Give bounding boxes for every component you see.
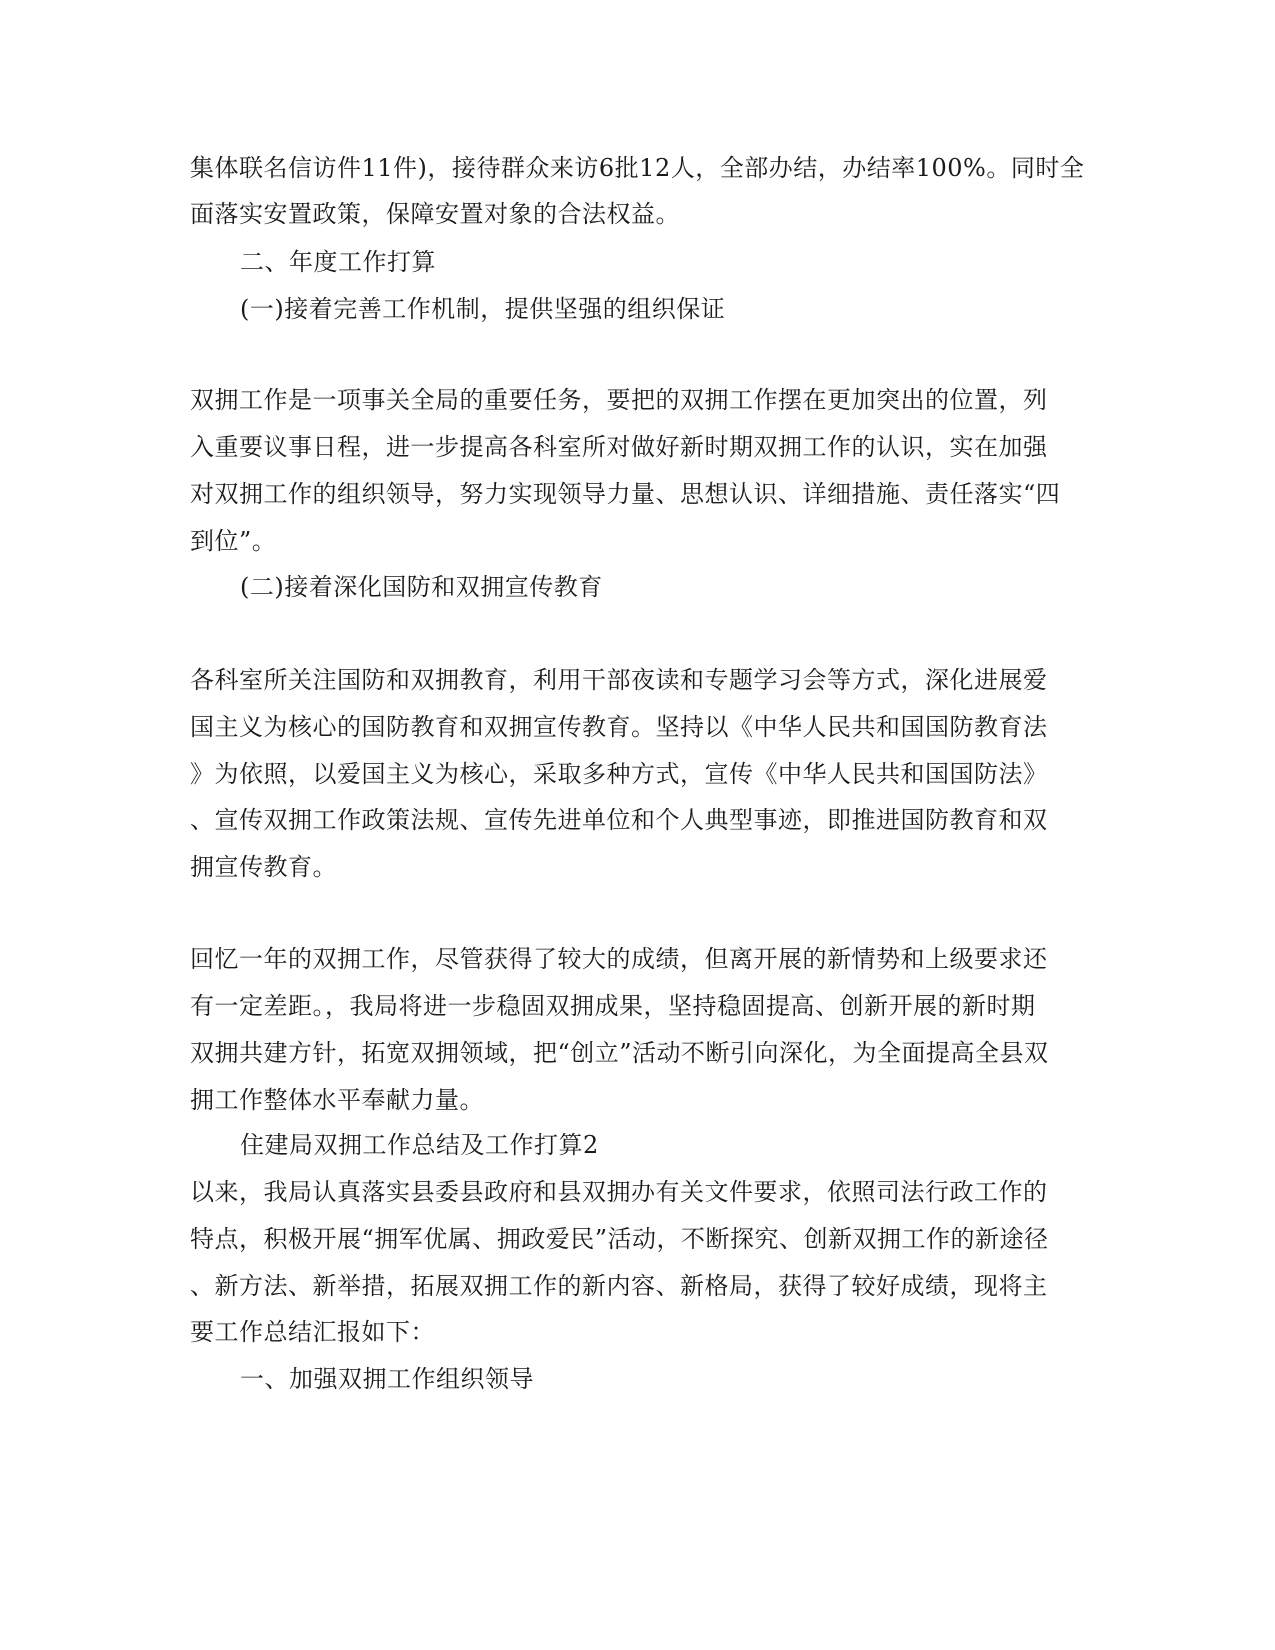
body-text-line: 国主义为核心的国防教育和双拥宣传教育。坚持以《中华人民共和国国防教育法 — [190, 713, 1048, 741]
subsection-heading: (一)接着完善工作机制，提供坚强的组织保证 — [240, 295, 726, 323]
section-heading: 一、加强双拥工作组织领导 — [240, 1365, 534, 1393]
body-text-line: 双拥共建方针，拓宽双拥领域，把“创立”活动不断引向深化，为全面提高全县双 — [190, 1039, 1049, 1067]
body-text-line: 面落实安置政策，保障安置对象的合法权益。 — [190, 200, 680, 228]
body-text-line: 到位”。 — [190, 527, 277, 555]
body-text-line: 入重要议事日程，进一步提高各科室所对做好新时期双拥工作的认识，实在加强 — [190, 433, 1048, 461]
body-text-line: 集体联名信访件11件)，接待群众来访6批12人，全部办结，办结率100%。同时全 — [190, 154, 1085, 182]
body-text-line: 以来，我局认真落实县委县政府和县双拥办有关文件要求，依照司法行政工作的 — [190, 1178, 1048, 1206]
body-text-line: 要工作总结汇报如下： — [190, 1318, 435, 1346]
body-text-line: 拥工作整体水平奉献力量。 — [190, 1086, 484, 1114]
subsection-heading: (二)接着深化国防和双拥宣传教育 — [240, 573, 603, 601]
body-text-line: 回忆一年的双拥工作，尽管获得了较大的成绩，但离开展的新情势和上级要求还 — [190, 945, 1048, 973]
body-text-line: 》为依照，以爱国主义为核心，采取多种方式，宣传《中华人民共和国国防法》 — [190, 760, 1048, 788]
body-text-line: 有一定差距。，我局将进一步稳固双拥成果，坚持稳固提高、创新开展的新时期 — [190, 992, 1036, 1020]
body-text-line: 拥宣传教育。 — [190, 853, 337, 881]
document-title: 住建局双拥工作总结及工作打算2 — [240, 1131, 599, 1159]
section-heading: 二、年度工作打算 — [240, 248, 436, 276]
body-text-line: 双拥工作是一项事关全局的重要任务，要把的双拥工作摆在更加突出的位置，列 — [190, 386, 1048, 414]
body-text-line: 对双拥工作的组织领导，努力实现领导力量、思想认识、详细措施、责任落实“四 — [190, 480, 1061, 508]
body-text-line: 各科室所关注国防和双拥教育，利用干部夜读和专题学习会等方式，深化进展爱 — [190, 666, 1048, 694]
body-text-line: 特点，积极开展“拥军优属、拥政爱民”活动，不断探究、创新双拥工作的新途径 — [190, 1225, 1049, 1253]
body-text-line: 、新方法、新举措，拓展双拥工作的新内容、新格局，获得了较好成绩，现将主 — [190, 1272, 1048, 1300]
body-text-line: 、宣传双拥工作政策法规、宣传先进单位和个人典型事迹，即推进国防教育和双 — [190, 806, 1048, 834]
